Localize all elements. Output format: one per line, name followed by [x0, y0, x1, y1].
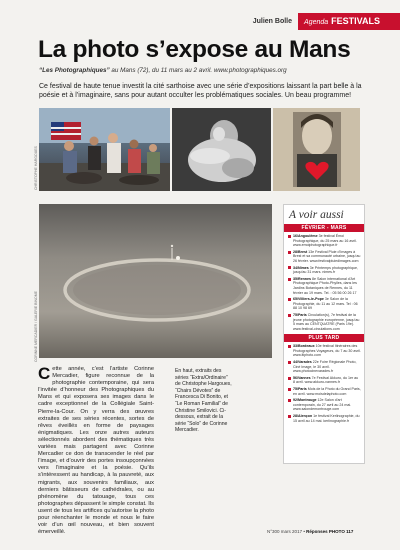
sidebar-event-item	[288, 313, 361, 331]
sidebar-event-location: 16/Angoulême	[293, 234, 318, 238]
sidebar-event-text	[293, 234, 361, 248]
sidebar-event-text	[293, 344, 361, 358]
photo-solo	[39, 204, 272, 358]
sidebar-event-location: 33/Bordeaux	[293, 344, 315, 349]
sidebar-list-1	[284, 232, 364, 334]
sidebar-event-location: 92/Montrouge	[293, 398, 317, 403]
sidebar-event-text	[293, 250, 361, 264]
photo-credit-top: CHRISTOPHE HARGOUES	[34, 146, 38, 190]
photo-chairs-devotes-art	[172, 108, 271, 191]
sidebar-event-item	[288, 376, 361, 385]
sidebar-event-location: 35/Rennes	[293, 276, 311, 281]
sidebar-event-location: 28/Alençon	[293, 414, 313, 418]
sidebar-event-text	[293, 297, 361, 311]
sidebar-event-location: 75/Paris	[293, 312, 307, 317]
page-footer	[267, 529, 353, 534]
bullet-square-icon	[288, 278, 291, 281]
sidebar-event-details: 3e Salon de la Photographie, du 11 au 12 mars. Tel : 06 88 10 98 69	[293, 297, 358, 311]
sidebar-event-item	[288, 266, 361, 275]
article-intro: Ce festival de haute tenue investit la cité sarthoise avec une série d’expositions laissant la part belle à la poésie et à l’imaginaire, sans pour autant occulter les problématiques sociales. Un beau programme!	[39, 83, 362, 99]
sidebar-event-text	[293, 313, 361, 331]
bullet-square-icon	[288, 399, 291, 402]
issue-info: N°300 mars 2017 •	[267, 529, 305, 534]
sidebar-event-location: 56/Vannes	[293, 375, 311, 380]
sidebar-event-text	[293, 266, 361, 275]
sidebar-event-item	[288, 297, 361, 311]
sidebar-event-text	[293, 277, 361, 295]
bullet-square-icon	[288, 361, 291, 364]
author-name: Julien Bolle	[252, 18, 293, 25]
article-body	[38, 366, 154, 536]
section-prefix: Agenda	[304, 19, 329, 26]
section-tag	[298, 13, 400, 30]
page-number: 117	[346, 529, 354, 534]
sidebar-section-1: FÉVRIER - MARS	[284, 224, 364, 232]
sidebar-event-location: 75/Paris	[293, 387, 307, 392]
sidebar-title: A voir aussi	[289, 209, 344, 221]
sidebar-event-item	[288, 360, 361, 374]
sidebar-event-details: 12e Salon d’art contemporain, du 27 avril au 24 mai. www.salondemontrouge.com	[293, 398, 352, 412]
photo-solo-art	[39, 204, 272, 358]
sidebar-event-item	[288, 234, 361, 248]
sidebar-event-text	[293, 376, 361, 385]
sidebar-event-location: 65/Villiers-le-Pope	[293, 297, 324, 302]
event-name: “Les Photographiques”	[39, 67, 110, 74]
sidebar-event-details: 22e Foire Régionale Photo, Ciné Image, le 30 avril. www.photocinevarades.fr	[293, 360, 357, 374]
sidebar-event-details: 10e festival Itinéraires des Photographes Voyageurs, du 7 au 30 avril. www.itiphoto.com	[293, 344, 361, 358]
sidebar-event-text	[293, 387, 361, 396]
article-subtitle	[39, 67, 287, 74]
bullet-square-icon	[288, 298, 291, 301]
photo-extra-ordinaire-art	[39, 108, 170, 191]
sidebar-event-item	[288, 344, 361, 358]
page-header	[253, 13, 400, 30]
sidebar-event-text	[293, 414, 361, 423]
bullet-square-icon	[288, 345, 291, 348]
article-body-text: ette année, c’est l’artiste Corinne Mercadier, figure reconnue de la photographie contemporaine, qui sera l’invitée d’honneur des Photographiques du Mans et qui exposera ses images dans le cadre exceptionnel de la Collégiale Saint-Pierre-la-Cour. On y verra des œuvres extraites de ses séries récentes, sortes de rêves éveillés en forme de paysages énigmatiques. Les onze autres auteurs sélectionnés abordent des thématiques très variées mais partagent avec Corinne Mercadier ce don de transcender le réel par l’image, et d’ouvrir des portes insoupçonnées vers l’imaginaire et la poésie. Qu’ils s’intéressent au handicap, à la pauvreté, aux migrants, aux souvenirs familiaux, aux derniers bâtisseurs de cathédrales, ou au phénomène du tatouage, tous ces photographes dépassent le simple constat. Ils usent de tous les artifices qu’autorise la photo pour réenchanter le monde et nous le faire voir d’un œil nouveau, et bien souvent émerveillé.	[38, 366, 154, 536]
bullet-square-icon	[288, 235, 291, 238]
photo-extra-ordinaire	[39, 108, 170, 191]
drop-cap: C	[38, 364, 51, 383]
section-label: FESTIVALS	[331, 16, 380, 26]
sidebar-event-details: Mois de la Photo du Grand Paris, en avril. www.moisdelaphoto.com	[293, 387, 361, 396]
bullet-square-icon	[288, 266, 291, 269]
photo-caption: En haut, extraits des séries “Extra/Ordinaire” de Christophe Hargoues, “Chairs Dévotes” de Francesca Di Bonito, et “Le Roman Familial” de Christine Smilovici. Ci-dessous, extrait de la série “Solo” de Corinne Mercadier.	[175, 368, 232, 434]
bullet-square-icon	[288, 388, 291, 391]
sidebar-event-item	[288, 414, 361, 423]
magazine-name: Réponses PHOTO	[306, 529, 345, 534]
article-title: La photo s’expose au Mans	[38, 36, 351, 63]
sidebar-event-text	[293, 360, 361, 374]
sidebar-event-item	[288, 250, 361, 264]
sidebar-section-2: PLUS TARD	[284, 334, 364, 342]
sidebar-event-details: 3e festival Émoi Photographique, du 25 mars au 16 avril. www.emoiphotographique.fr	[293, 234, 357, 248]
sidebar-event-details: 3e Printemps photographique, jusqu’au 31 mars. nimes.fr	[293, 265, 358, 275]
sidebar-event-item	[288, 387, 361, 396]
photo-roman-familial	[273, 108, 360, 191]
sidebar-event-location: 28/Brest	[293, 249, 308, 254]
sidebar-event-details: 8e Salon international d’Art Photographique Photo-Phylles, dans les Jardins Botaniques de Rennes, du 11 février au 19 mars. Tel. : 05 56 00 26 17	[293, 276, 357, 295]
sidebar-event-details: Circulation(s), 7e festival de la jeune photographie européenne, jusqu’au 5 mars au CENTQUATRE (Paris 19e). www.festival-circulations.com	[293, 312, 360, 331]
photo-credit-bottom: CORINNE MERCADIER / GALERIE BINOME	[34, 291, 38, 362]
bullet-square-icon	[288, 314, 291, 317]
sidebar-event-text	[293, 398, 361, 412]
photo-roman-familial-art	[273, 108, 360, 191]
sidebar-event-location: 34/Nîmes	[293, 265, 309, 270]
sidebar-event-item	[288, 277, 361, 295]
sidebar-list-2	[284, 342, 364, 426]
photo-chairs-devotes	[172, 108, 271, 191]
sidebar-event-details: 13e Festival Pluie d’Images à Brest et sa communauté urbaine, jusqu’au 26 février. www.festivalpluiedimages.com	[293, 249, 361, 263]
event-details: au Mans (72), du 11 mars au 2 avril. www.photographiques.org	[109, 67, 287, 74]
sidebar-a-voir-aussi	[283, 204, 365, 464]
bullet-square-icon	[288, 377, 291, 380]
sidebar-event-details: 1e festival Kerlinographie, du 15 avril au 14 mai. kerlinographie.fr	[293, 414, 360, 423]
bullet-square-icon	[288, 415, 291, 418]
sidebar-event-location: 44/Varades	[293, 360, 312, 365]
sidebar-event-details: 7e Festival Akkuro, du 1er au 8 avril. www.akkuro-vannes.fr	[293, 375, 359, 385]
sidebar-event-item	[288, 398, 361, 412]
bullet-square-icon	[288, 251, 291, 254]
